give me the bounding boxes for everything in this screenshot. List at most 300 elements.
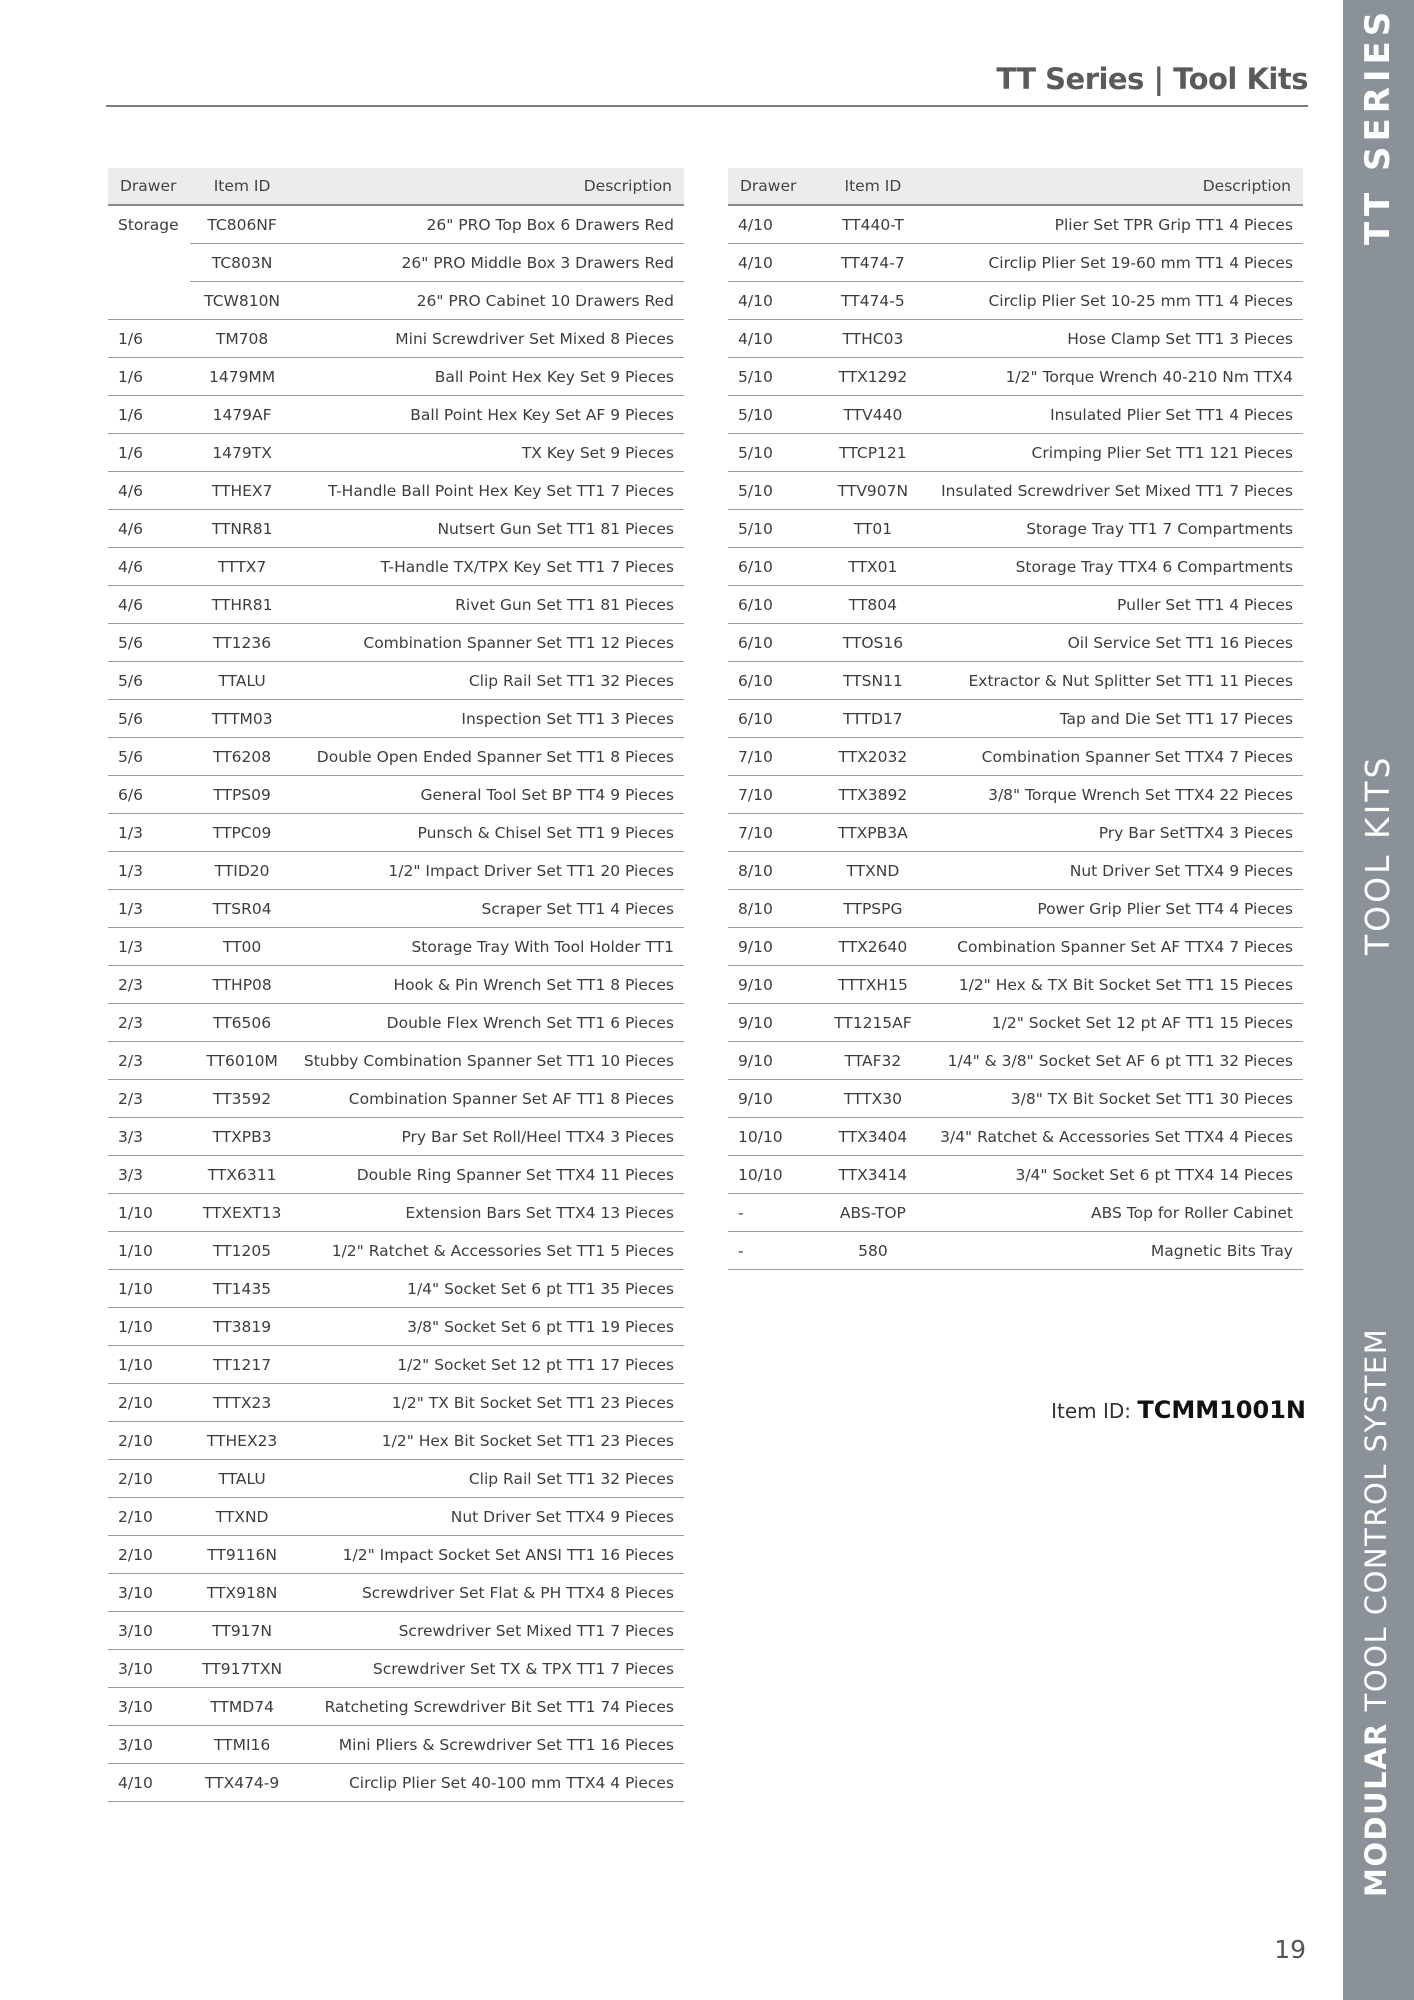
- drawer-cell: 9/10: [728, 928, 816, 966]
- table-row: [108, 586, 684, 624]
- description-column-header: Description: [930, 168, 1303, 205]
- description-cell: Combination Spanner Set AF TTX4 7 Pieces: [930, 928, 1303, 966]
- table-row: [108, 890, 684, 928]
- table-row: [728, 1156, 1303, 1194]
- table-row: [108, 1080, 684, 1118]
- drawer-cell: 4/6: [108, 586, 190, 624]
- table-row: [108, 358, 684, 396]
- description-cell: 1/2" Hex & TX Bit Socket Set TT1 15 Pieces: [930, 966, 1303, 1004]
- description-cell: Circlip Plier Set 40-100 mm TTX4 4 Pieces: [294, 1764, 684, 1802]
- description-cell: Nut Driver Set TTX4 9 Pieces: [294, 1498, 684, 1536]
- table-row: [728, 1194, 1303, 1232]
- table-row: [108, 662, 684, 700]
- description-cell: 1/2" Hex Bit Socket Set TT1 23 Pieces: [294, 1422, 684, 1460]
- table-row: [728, 966, 1303, 1004]
- description-cell: 1/2" Torque Wrench 40-210 Nm TTX4: [930, 358, 1303, 396]
- table-row: [108, 1460, 684, 1498]
- drawer-cell: 6/6: [108, 776, 190, 814]
- drawer-cell: 6/10: [728, 548, 816, 586]
- table-row: [728, 205, 1303, 244]
- item-id-cell: TTX474-9: [190, 1764, 294, 1802]
- item-id-cell: TT6010M: [190, 1042, 294, 1080]
- table-row: [728, 928, 1303, 966]
- table-row: [728, 1118, 1303, 1156]
- table-row: [728, 662, 1303, 700]
- drawer-cell: 3/3: [108, 1118, 190, 1156]
- item-id-cell: TTTX30: [816, 1080, 930, 1118]
- item-id-cell: TTSR04: [190, 890, 294, 928]
- description-cell: Insulated Plier Set TT1 4 Pieces: [930, 396, 1303, 434]
- drawer-cell: 5/10: [728, 434, 816, 472]
- drawer-cell: 9/10: [728, 1042, 816, 1080]
- drawer-cell: 4/10: [728, 282, 816, 320]
- table-row: [108, 1156, 684, 1194]
- table-row: [728, 510, 1303, 548]
- sidebar-series-label: TT SERIES: [1358, 6, 1398, 245]
- description-cell: 26" PRO Cabinet 10 Drawers Red: [294, 282, 684, 320]
- item-id-column-header: Item ID: [816, 168, 930, 205]
- table-row: [108, 1194, 684, 1232]
- description-cell: Extractor & Nut Splitter Set TT1 11 Pieces: [930, 662, 1303, 700]
- item-id-column-header: Item ID: [190, 168, 294, 205]
- item-id-cell: TT1215AF: [816, 1004, 930, 1042]
- description-cell: Crimping Plier Set TT1 121 Pieces: [930, 434, 1303, 472]
- item-id-cell: TTOS16: [816, 624, 930, 662]
- table-row: [108, 510, 684, 548]
- sidebar-brand-rest: TOOL CONTROL SYSTEM: [1359, 1327, 1393, 1723]
- drawer-cell: 4/6: [108, 510, 190, 548]
- description-cell: 1/2" Socket Set 12 pt AF TT1 15 Pieces: [930, 1004, 1303, 1042]
- drawer-cell: 4/10: [728, 244, 816, 282]
- description-cell: Ball Point Hex Key Set 9 Pieces: [294, 358, 684, 396]
- table-row: [108, 1346, 684, 1384]
- description-cell: Combination Spanner Set TTX4 7 Pieces: [930, 738, 1303, 776]
- table-row: [108, 852, 684, 890]
- item-id-cell: TTALU: [190, 1460, 294, 1498]
- table-row: [108, 1270, 684, 1308]
- table-row: [108, 1498, 684, 1536]
- description-cell: Oil Service Set TT1 16 Pieces: [930, 624, 1303, 662]
- drawer-cell: 1/10: [108, 1308, 190, 1346]
- drawer-cell: 4/10: [108, 1764, 190, 1802]
- drawer-column-header: Drawer: [728, 168, 816, 205]
- item-id-cell: TTPSPG: [816, 890, 930, 928]
- table-row: [728, 586, 1303, 624]
- drawer-cell: 5/6: [108, 738, 190, 776]
- drawer-cell: 6/10: [728, 624, 816, 662]
- item-id-cell: TTV907N: [816, 472, 930, 510]
- drawer-cell: 5/6: [108, 662, 190, 700]
- table-row: [728, 282, 1303, 320]
- description-cell: 3/4" Socket Set 6 pt TTX4 14 Pieces: [930, 1156, 1303, 1194]
- sidebar-brand-bold: MODULAR: [1359, 1722, 1393, 1897]
- item-id-cell: TTXEXT13: [190, 1194, 294, 1232]
- table-row: [728, 1042, 1303, 1080]
- item-id-cell: TTX1292: [816, 358, 930, 396]
- description-cell: Combination Spanner Set TT1 12 Pieces: [294, 624, 684, 662]
- description-cell: 1/4" & 3/8" Socket Set AF 6 pt TT1 32 Pieces: [930, 1042, 1303, 1080]
- drawer-cell: [108, 282, 190, 320]
- table-row: [108, 624, 684, 662]
- description-cell: Storage Tray TT1 7 Compartments: [930, 510, 1303, 548]
- description-cell: 3/8" Torque Wrench Set TTX4 22 Pieces: [930, 776, 1303, 814]
- description-cell: Storage Tray With Tool Holder TT1: [294, 928, 684, 966]
- item-id-cell: TT1435: [190, 1270, 294, 1308]
- item-id-cell: TTCP121: [816, 434, 930, 472]
- table-row: [108, 1308, 684, 1346]
- item-id-cell: TTTM03: [190, 700, 294, 738]
- table-row: [728, 738, 1303, 776]
- table-row: [728, 396, 1303, 434]
- item-id-cell: TT440-T: [816, 205, 930, 244]
- description-cell: Mini Screwdriver Set Mixed 8 Pieces: [294, 320, 684, 358]
- description-cell: Circlip Plier Set 19-60 mm TT1 4 Pieces: [930, 244, 1303, 282]
- description-cell: Double Open Ended Spanner Set TT1 8 Pieces: [294, 738, 684, 776]
- drawer-cell: 3/10: [108, 1650, 190, 1688]
- table-row: [728, 624, 1303, 662]
- item-id-cell: 1479TX: [190, 434, 294, 472]
- description-cell: Pry Bar SetTTX4 3 Pieces: [930, 814, 1303, 852]
- description-cell: General Tool Set BP TT4 9 Pieces: [294, 776, 684, 814]
- description-cell: 26" PRO Top Box 6 Drawers Red: [294, 205, 684, 244]
- drawer-cell: 1/10: [108, 1194, 190, 1232]
- kit-item-id-label: Item ID:: [1051, 1399, 1131, 1423]
- item-id-cell: 1479AF: [190, 396, 294, 434]
- item-id-cell: TTTXH15: [816, 966, 930, 1004]
- item-id-cell: TTALU: [190, 662, 294, 700]
- drawer-cell: 2/10: [108, 1422, 190, 1460]
- drawer-cell: 8/10: [728, 890, 816, 928]
- drawer-cell: 3/10: [108, 1612, 190, 1650]
- table-row: [728, 358, 1303, 396]
- drawer-cell: 6/10: [728, 586, 816, 624]
- item-id-cell: TTXND: [190, 1498, 294, 1536]
- item-id-cell: ABS-TOP: [816, 1194, 930, 1232]
- description-cell: Clip Rail Set TT1 32 Pieces: [294, 662, 684, 700]
- drawer-cell: 1/3: [108, 814, 190, 852]
- table-row: [108, 1726, 684, 1764]
- description-cell: 1/2" Impact Driver Set TT1 20 Pieces: [294, 852, 684, 890]
- description-cell: Circlip Plier Set 10-25 mm TT1 4 Pieces: [930, 282, 1303, 320]
- drawer-cell: 5/10: [728, 510, 816, 548]
- drawer-cell: 2/10: [108, 1384, 190, 1422]
- table-header-row: [728, 168, 1303, 205]
- drawer-cell: 4/6: [108, 472, 190, 510]
- table-row: [108, 700, 684, 738]
- drawer-cell: 1/6: [108, 358, 190, 396]
- header-divider: [106, 105, 1308, 107]
- description-cell: 1/4" Socket Set 6 pt TT1 35 Pieces: [294, 1270, 684, 1308]
- drawer-cell: -: [728, 1194, 816, 1232]
- description-cell: Screwdriver Set Mixed TT1 7 Pieces: [294, 1612, 684, 1650]
- item-id-cell: TM708: [190, 320, 294, 358]
- kit-item-id: [1051, 1396, 1306, 1424]
- drawer-cell: 1/6: [108, 320, 190, 358]
- description-cell: 3/8" Socket Set 6 pt TT1 19 Pieces: [294, 1308, 684, 1346]
- drawer-cell: 6/10: [728, 662, 816, 700]
- description-cell: Double Ring Spanner Set TTX4 11 Pieces: [294, 1156, 684, 1194]
- description-cell: T-Handle Ball Point Hex Key Set TT1 7 Pieces: [294, 472, 684, 510]
- drawer-cell: 9/10: [728, 966, 816, 1004]
- description-cell: Ball Point Hex Key Set AF 9 Pieces: [294, 396, 684, 434]
- item-id-cell: TCW810N: [190, 282, 294, 320]
- item-id-cell: TTHEX7: [190, 472, 294, 510]
- item-id-cell: TTXND: [816, 852, 930, 890]
- drawer-cell: 2/10: [108, 1460, 190, 1498]
- table-row: [108, 472, 684, 510]
- drawer-cell: 5/10: [728, 358, 816, 396]
- item-id-cell: TT6506: [190, 1004, 294, 1042]
- drawer-cell: 2/10: [108, 1498, 190, 1536]
- item-id-cell: TTX01: [816, 548, 930, 586]
- description-cell: T-Handle TX/TPX Key Set TT1 7 Pieces: [294, 548, 684, 586]
- item-id-cell: TT917TXN: [190, 1650, 294, 1688]
- table-row: [108, 1650, 684, 1688]
- item-id-cell: TTX3404: [816, 1118, 930, 1156]
- table-row: [728, 320, 1303, 358]
- drawer-cell: 5/6: [108, 700, 190, 738]
- item-id-cell: TTX3892: [816, 776, 930, 814]
- description-cell: Storage Tray TTX4 6 Compartments: [930, 548, 1303, 586]
- table-row: [108, 434, 684, 472]
- item-id-cell: TTHC03: [816, 320, 930, 358]
- item-id-cell: TT474-5: [816, 282, 930, 320]
- item-id-cell: TC806NF: [190, 205, 294, 244]
- description-cell: 3/4" Ratchet & Accessories Set TTX4 4 Pieces: [930, 1118, 1303, 1156]
- table-row: [108, 548, 684, 586]
- drawer-cell: 4/10: [728, 205, 816, 244]
- item-id-cell: 1479MM: [190, 358, 294, 396]
- description-cell: Power Grip Plier Set TT4 4 Pieces: [930, 890, 1303, 928]
- drawer-cell: Storage: [118, 215, 179, 234]
- drawer-cell: 10/10: [728, 1156, 816, 1194]
- table-row: [108, 1536, 684, 1574]
- description-cell: Punsch & Chisel Set TT1 9 Pieces: [294, 814, 684, 852]
- item-id-cell: 580: [816, 1232, 930, 1270]
- item-id-cell: TT3819: [190, 1308, 294, 1346]
- description-cell: Double Flex Wrench Set TT1 6 Pieces: [294, 1004, 684, 1042]
- description-cell: Tap and Die Set TT1 17 Pieces: [930, 700, 1303, 738]
- table-row: [108, 738, 684, 776]
- item-id-cell: TT00: [190, 928, 294, 966]
- description-cell: Hook & Pin Wrench Set TT1 8 Pieces: [294, 966, 684, 1004]
- description-cell: Mini Pliers & Screwdriver Set TT1 16 Pieces: [294, 1726, 684, 1764]
- table-header-row: [108, 168, 684, 205]
- item-id-cell: TTTX7: [190, 548, 294, 586]
- drawer-cell: 7/10: [728, 776, 816, 814]
- description-cell: ABS Top for Roller Cabinet: [930, 1194, 1303, 1232]
- table-row: [728, 472, 1303, 510]
- table-row: [108, 1612, 684, 1650]
- description-cell: 1/2" Socket Set 12 pt TT1 17 Pieces: [294, 1346, 684, 1384]
- page-number: 19: [1274, 1935, 1306, 1964]
- description-cell: Screwdriver Set TX & TPX TT1 7 Pieces: [294, 1650, 684, 1688]
- item-id-cell: TTX918N: [190, 1574, 294, 1612]
- item-id-cell: TT3592: [190, 1080, 294, 1118]
- drawer-cell: 1/10: [108, 1270, 190, 1308]
- table-row: [108, 282, 684, 320]
- table-row: [728, 1232, 1303, 1270]
- description-cell: Nutsert Gun Set TT1 81 Pieces: [294, 510, 684, 548]
- table-row: [108, 320, 684, 358]
- table-row: [728, 890, 1303, 928]
- description-cell: Pry Bar Set Roll/Heel TTX4 3 Pieces: [294, 1118, 684, 1156]
- description-cell: Plier Set TPR Grip TT1 4 Pieces: [930, 205, 1303, 244]
- table-row: [108, 205, 684, 244]
- description-cell: 1/2" TX Bit Socket Set TT1 23 Pieces: [294, 1384, 684, 1422]
- drawer-cell: 2/3: [108, 1042, 190, 1080]
- table-row: [108, 1232, 684, 1270]
- item-id-cell: TTX3414: [816, 1156, 930, 1194]
- description-column-header: Description: [294, 168, 684, 205]
- drawer-cell: 4/6: [108, 548, 190, 586]
- item-id-cell: TTTX23: [190, 1384, 294, 1422]
- drawer-cell: 1/3: [108, 852, 190, 890]
- description-cell: Scraper Set TT1 4 Pieces: [294, 890, 684, 928]
- item-id-cell: TTX2032: [816, 738, 930, 776]
- table-row: [108, 1688, 684, 1726]
- item-id-cell: TT01: [816, 510, 930, 548]
- description-cell: Ratcheting Screwdriver Bit Set TT1 74 Pieces: [294, 1688, 684, 1726]
- drawer-cell: 5/6: [108, 624, 190, 662]
- table-row: [728, 548, 1303, 586]
- drawer-cell: 9/10: [728, 1080, 816, 1118]
- page-title: TT Series | Tool Kits: [996, 62, 1308, 96]
- right-tool-table: [728, 168, 1303, 1270]
- item-id-cell: TTMD74: [190, 1688, 294, 1726]
- item-id-cell: TTSN11: [816, 662, 930, 700]
- drawer-cell: 5/10: [728, 472, 816, 510]
- item-id-cell: TTHEX23: [190, 1422, 294, 1460]
- drawer-cell: 1/6: [108, 396, 190, 434]
- table-row: [108, 1118, 684, 1156]
- description-cell: 3/8" TX Bit Socket Set TT1 30 Pieces: [930, 1080, 1303, 1118]
- kit-item-id-value: TCMM1001N: [1137, 1396, 1306, 1424]
- description-cell: Clip Rail Set TT1 32 Pieces: [294, 1460, 684, 1498]
- drawer-cell: -: [728, 1232, 816, 1270]
- description-cell: 26" PRO Middle Box 3 Drawers Red: [294, 244, 684, 282]
- drawer-cell: 1/10: [108, 1232, 190, 1270]
- description-cell: 1/2" Impact Socket Set ANSI TT1 16 Pieces: [294, 1536, 684, 1574]
- table-row: [728, 434, 1303, 472]
- table-row: [108, 1574, 684, 1612]
- item-id-cell: TTPC09: [190, 814, 294, 852]
- drawer-cell: 3/10: [108, 1688, 190, 1726]
- drawer-cell: 3/10: [108, 1574, 190, 1612]
- item-id-cell: TT917N: [190, 1612, 294, 1650]
- item-id-cell: TT804: [816, 586, 930, 624]
- item-id-cell: TTAF32: [816, 1042, 930, 1080]
- item-id-cell: TC803N: [190, 244, 294, 282]
- drawer-cell: 10/10: [728, 1118, 816, 1156]
- drawer-cell: 2/3: [108, 1004, 190, 1042]
- table-row: [108, 776, 684, 814]
- table-row: [108, 1384, 684, 1422]
- item-id-cell: TTID20: [190, 852, 294, 890]
- table-row: [728, 1004, 1303, 1042]
- item-id-cell: TT9116N: [190, 1536, 294, 1574]
- table-row: [108, 396, 684, 434]
- table-row: [728, 700, 1303, 738]
- item-id-cell: TTV440: [816, 396, 930, 434]
- item-id-cell: TTX2640: [816, 928, 930, 966]
- drawer-cell: 5/10: [728, 396, 816, 434]
- left-tool-table: [108, 168, 684, 1802]
- item-id-cell: TTXPB3: [190, 1118, 294, 1156]
- description-cell: Hose Clamp Set TT1 3 Pieces: [930, 320, 1303, 358]
- item-id-cell: TTHP08: [190, 966, 294, 1004]
- table-row: [108, 814, 684, 852]
- description-cell: Insulated Screwdriver Set Mixed TT1 7 Pieces: [930, 472, 1303, 510]
- drawer-cell: 6/10: [728, 700, 816, 738]
- item-id-cell: TTHR81: [190, 586, 294, 624]
- table-row: [108, 1042, 684, 1080]
- description-cell: Nut Driver Set TTX4 9 Pieces: [930, 852, 1303, 890]
- table-row: [108, 1764, 684, 1802]
- description-cell: Extension Bars Set TTX4 13 Pieces: [294, 1194, 684, 1232]
- item-id-cell: TT6208: [190, 738, 294, 776]
- table-row: [728, 814, 1303, 852]
- table-row: [728, 1080, 1303, 1118]
- item-id-cell: TT1217: [190, 1346, 294, 1384]
- drawer-cell: 8/10: [728, 852, 816, 890]
- table-row: [108, 928, 684, 966]
- table-row: [108, 966, 684, 1004]
- description-cell: 1/2" Ratchet & Accessories Set TT1 5 Pieces: [294, 1232, 684, 1270]
- table-row: [108, 1004, 684, 1042]
- drawer-cell: 2/3: [108, 1080, 190, 1118]
- description-cell: Rivet Gun Set TT1 81 Pieces: [294, 586, 684, 624]
- table-row: [728, 776, 1303, 814]
- table-row: [108, 1422, 684, 1460]
- item-id-cell: TT474-7: [816, 244, 930, 282]
- table-row: [728, 852, 1303, 890]
- item-id-cell: TTXPB3A: [816, 814, 930, 852]
- drawer-cell: [108, 244, 190, 282]
- drawer-cell: 1/3: [108, 928, 190, 966]
- drawer-cell: 3/3: [108, 1156, 190, 1194]
- drawer-cell: 1/6: [108, 434, 190, 472]
- drawer-cell: 2/3: [108, 966, 190, 1004]
- drawer-cell: 4/10: [728, 320, 816, 358]
- item-id-cell: TT1236: [190, 624, 294, 662]
- sidebar-band: [1343, 0, 1414, 2000]
- drawer-cell: 7/10: [728, 738, 816, 776]
- item-id-cell: TTX6311: [190, 1156, 294, 1194]
- sidebar-brand: [1359, 1328, 1393, 1897]
- item-id-cell: TTNR81: [190, 510, 294, 548]
- description-cell: Stubby Combination Spanner Set TT1 10 Pieces: [294, 1042, 684, 1080]
- table-row: [728, 244, 1303, 282]
- description-cell: TX Key Set 9 Pieces: [294, 434, 684, 472]
- description-cell: Combination Spanner Set AF TT1 8 Pieces: [294, 1080, 684, 1118]
- drawer-cell: 7/10: [728, 814, 816, 852]
- table-row: [108, 244, 684, 282]
- drawer-cell: 2/10: [108, 1536, 190, 1574]
- item-id-cell: TTMI16: [190, 1726, 294, 1764]
- drawer-cell: 1/3: [108, 890, 190, 928]
- drawer-cell: 3/10: [108, 1726, 190, 1764]
- item-id-cell: TTPS09: [190, 776, 294, 814]
- item-id-cell: TTTD17: [816, 700, 930, 738]
- item-id-cell: TT1205: [190, 1232, 294, 1270]
- description-cell: Magnetic Bits Tray: [930, 1232, 1303, 1270]
- drawer-cell: 1/10: [108, 1346, 190, 1384]
- drawer-column-header: Drawer: [108, 168, 190, 205]
- description-cell: Puller Set TT1 4 Pieces: [930, 586, 1303, 624]
- description-cell: Inspection Set TT1 3 Pieces: [294, 700, 684, 738]
- description-cell: Screwdriver Set Flat & PH TTX4 8 Pieces: [294, 1574, 684, 1612]
